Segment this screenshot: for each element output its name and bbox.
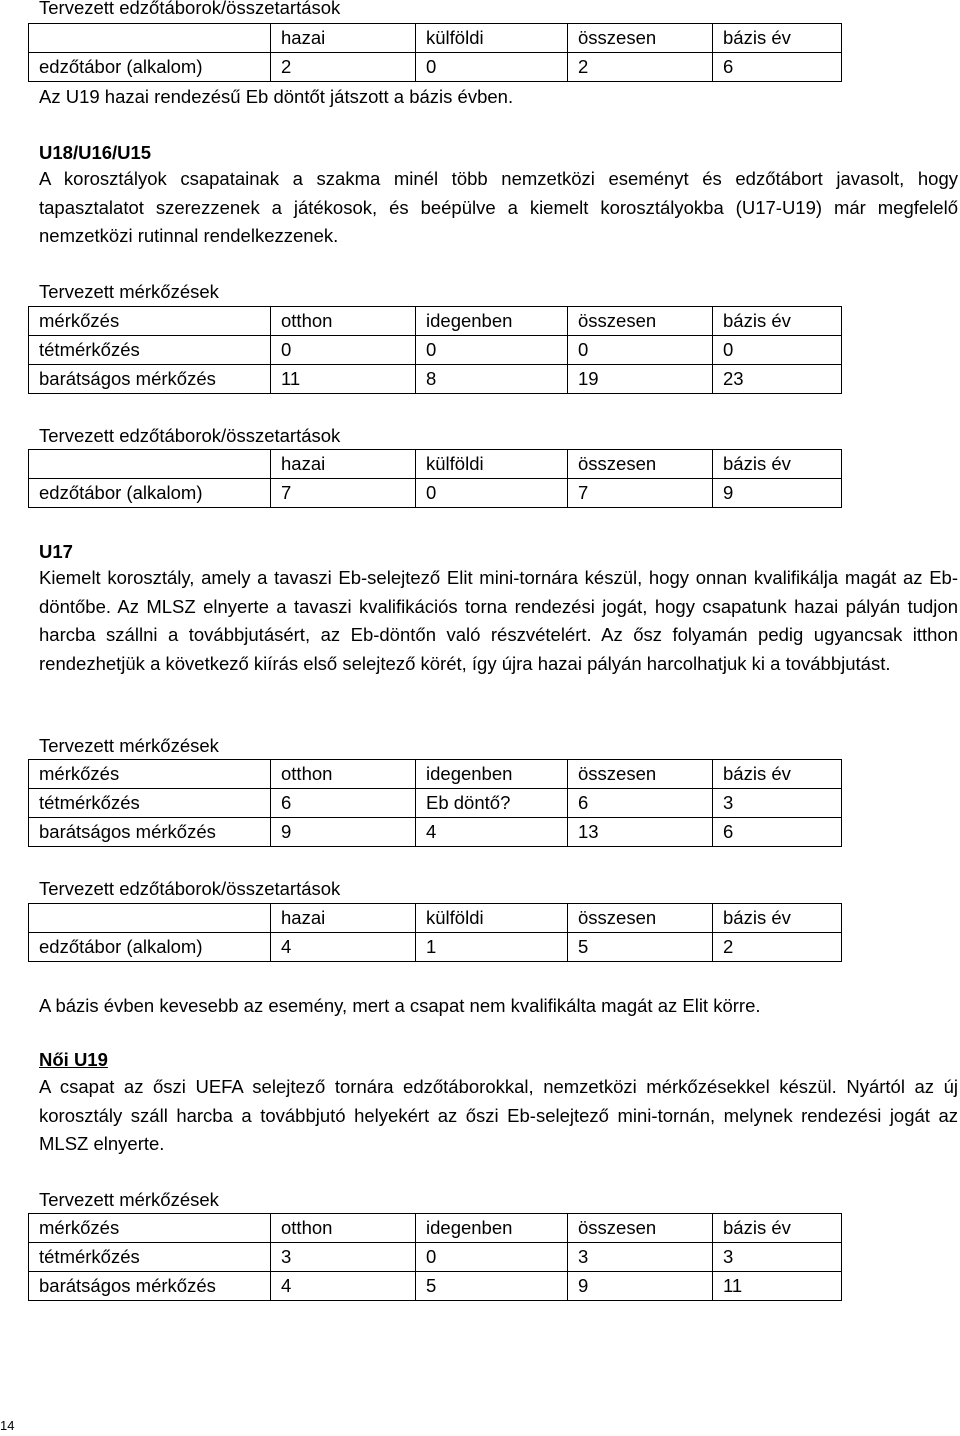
table-cell: edzőtábor (alkalom) xyxy=(29,479,271,508)
matches-caption: Tervezett mérkőzések xyxy=(39,281,219,302)
table-cell: 9 xyxy=(568,1272,713,1301)
table-cell: edzőtábor (alkalom) xyxy=(29,933,271,962)
table-cell: 5 xyxy=(416,1272,568,1301)
table-cell: barátságos mérkőzés xyxy=(29,1272,271,1301)
table-cell: tétmérkőzés xyxy=(29,1243,271,1272)
table-cell xyxy=(29,24,271,53)
table-cell: tétmérkőzés xyxy=(29,336,271,365)
table-cell: hazai xyxy=(271,904,416,933)
camps-table xyxy=(28,449,842,508)
table-cell: külföldi xyxy=(416,24,568,53)
table-cell: 0 xyxy=(416,336,568,365)
table-cell: hazai xyxy=(271,450,416,479)
table-row xyxy=(29,789,842,818)
table-cell: 5 xyxy=(568,933,713,962)
section-title: U17 xyxy=(39,541,73,562)
table-cell: bázis év xyxy=(713,24,842,53)
table-cell: mérkőzés xyxy=(29,1214,271,1243)
table-cell: 3 xyxy=(271,1243,416,1272)
table-cell: 0 xyxy=(416,53,568,82)
table-cell: összesen xyxy=(568,450,713,479)
table-cell: idegenben xyxy=(416,760,568,789)
note: A bázis évben kevesebb az esemény, mert a csapat nem kvalifikálta magát az Elit körre. xyxy=(39,995,761,1016)
camps-caption: Tervezett edzőtáborok/összetartások xyxy=(39,0,341,18)
table-cell: idegenben xyxy=(416,1214,568,1243)
table-cell: edzőtábor (alkalom) xyxy=(29,53,271,82)
camps-table xyxy=(28,23,842,82)
matches-table xyxy=(28,1213,842,1301)
section-paragraph: A csapat az őszi UEFA selejtező tornára edzőtáborokkal, nemzetközi mérkőzésekkel készül. Nyártól az új korosztály száll harcba a továbbjutó helyekért az őszi Eb-selejtező mini-tornán, melynek rendezési jogát az MLSZ elnyerte. xyxy=(39,1076,958,1154)
table-cell: 6 xyxy=(713,818,842,847)
table-cell: 11 xyxy=(713,1272,842,1301)
table-cell: 2 xyxy=(271,53,416,82)
table-cell: barátságos mérkőzés xyxy=(29,365,271,394)
table-row xyxy=(29,53,842,82)
table-cell: 19 xyxy=(568,365,713,394)
table-header-row xyxy=(29,904,842,933)
table-cell: 9 xyxy=(713,479,842,508)
matches-caption: Tervezett mérkőzések xyxy=(39,735,219,756)
table-cell: külföldi xyxy=(416,450,568,479)
matches-table xyxy=(28,306,842,394)
table-cell: 6 xyxy=(713,53,842,82)
table-row xyxy=(29,479,842,508)
table-cell: 0 xyxy=(416,1243,568,1272)
table-row xyxy=(29,1272,842,1301)
table-cell: 7 xyxy=(271,479,416,508)
table-cell: otthon xyxy=(271,1214,416,1243)
table-cell: mérkőzés xyxy=(29,760,271,789)
camps-table xyxy=(28,903,842,962)
table-cell: hazai xyxy=(271,24,416,53)
table-cell: bázis év xyxy=(713,450,842,479)
table-cell: 6 xyxy=(271,789,416,818)
section-title: U18/U16/U15 xyxy=(39,142,152,163)
table-cell: 0 xyxy=(568,336,713,365)
table-cell: összesen xyxy=(568,1214,713,1243)
table-cell xyxy=(29,904,271,933)
table-cell: 0 xyxy=(416,479,568,508)
note: Az U19 hazai rendezésű Eb döntőt játszott a bázis évben. xyxy=(39,86,514,107)
table-row xyxy=(29,336,842,365)
table-cell: 7 xyxy=(568,479,713,508)
table-row xyxy=(29,933,842,962)
table-cell: bázis év xyxy=(713,760,842,789)
table-header-row xyxy=(29,1214,842,1243)
table-cell: mérkőzés xyxy=(29,307,271,336)
table-cell: bázis év xyxy=(713,1214,842,1243)
table-header-row xyxy=(29,307,842,336)
table-cell: 1 xyxy=(416,933,568,962)
camps-caption: Tervezett edzőtáborok/összetartások xyxy=(39,878,341,899)
table-cell: 2 xyxy=(568,53,713,82)
page-number: 14 xyxy=(0,1418,15,1433)
table-header-row xyxy=(29,450,842,479)
table-cell: otthon xyxy=(271,760,416,789)
section-title: Női U19 xyxy=(39,1049,108,1070)
table-cell: barátságos mérkőzés xyxy=(29,818,271,847)
table-cell: 8 xyxy=(416,365,568,394)
matches-caption: Tervezett mérkőzések xyxy=(39,1189,219,1210)
table-cell: 6 xyxy=(568,789,713,818)
table-cell: 3 xyxy=(713,789,842,818)
section-paragraph: A korosztályok csapatainak a szakma minél több nemzetközi eseményt és edzőtábort javasolt, hogy tapasztalatot szerezzenek a játékosok, és beépülve a kiemelt korosztályokba (U17-U19) már megfelelő nemzetközi rutinnal rendelkezzenek. xyxy=(39,168,958,246)
table-cell: 9 xyxy=(271,818,416,847)
table-cell: Eb döntő? xyxy=(416,789,568,818)
matches-table xyxy=(28,759,842,847)
table-cell: összesen xyxy=(568,307,713,336)
table-cell: 0 xyxy=(271,336,416,365)
table-cell: külföldi xyxy=(416,904,568,933)
table-cell: 4 xyxy=(416,818,568,847)
table-header-row xyxy=(29,24,842,53)
table-cell: 3 xyxy=(713,1243,842,1272)
table-cell: 4 xyxy=(271,933,416,962)
table-cell: 2 xyxy=(713,933,842,962)
table-cell: 23 xyxy=(713,365,842,394)
table-cell: 13 xyxy=(568,818,713,847)
table-cell: összesen xyxy=(568,24,713,53)
table-cell: 11 xyxy=(271,365,416,394)
table-cell: összesen xyxy=(568,760,713,789)
table-cell xyxy=(29,450,271,479)
table-row xyxy=(29,365,842,394)
table-row xyxy=(29,1243,842,1272)
camps-caption: Tervezett edzőtáborok/összetartások xyxy=(39,425,341,446)
table-cell: bázis év xyxy=(713,307,842,336)
table-cell: otthon xyxy=(271,307,416,336)
section-paragraph: Kiemelt korosztály, amely a tavaszi Eb-selejtező Elit mini-tornára készül, hogy onnan kvalifikálja magát az Eb-döntőbe. Az MLSZ elnyerte a tavaszi kvalifikációs torna rendezési jogát, hogy csapatunk hazai pályán tudjon harcba szállni a továbbjutásért, az Eb-döntőn való részvételért. Az ősz folyamán pedig ugyancsak itthon rendezhetjük a következő kiírás első selejtező körét, így újra hazai pályán harcolhatjuk ki a továbbjutást. xyxy=(39,567,958,674)
table-row xyxy=(29,818,842,847)
table-cell: 3 xyxy=(568,1243,713,1272)
table-cell: tétmérkőzés xyxy=(29,789,271,818)
table-cell: bázis év xyxy=(713,904,842,933)
table-cell: összesen xyxy=(568,904,713,933)
table-cell: idegenben xyxy=(416,307,568,336)
table-header-row xyxy=(29,760,842,789)
table-cell: 0 xyxy=(713,336,842,365)
table-cell: 4 xyxy=(271,1272,416,1301)
